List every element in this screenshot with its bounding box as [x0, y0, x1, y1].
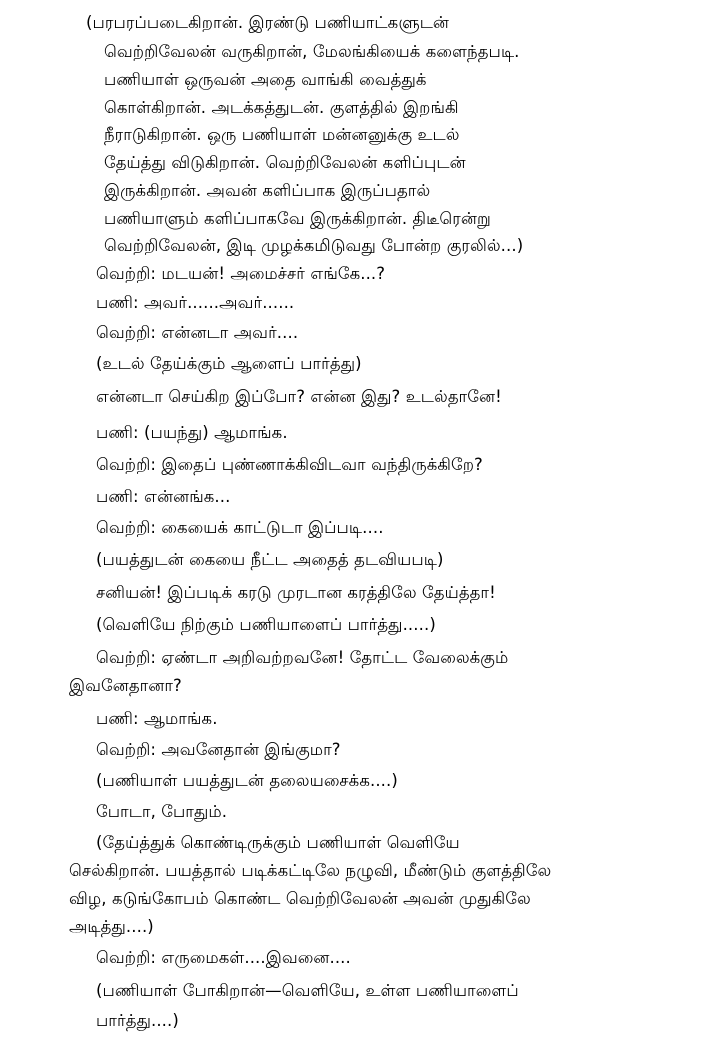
stage-direction-continuation-line: செல்கிறான். பயத்தால் படிக்கட்டிலே நழுவி, மீண்டும் குளத்திலே	[69, 861, 552, 880]
stage-direction-line: (வெளியே நிற்கும் பணியாளைப் பார்த்து.....)	[96, 615, 436, 634]
dialogue-line: என்னடா செய்கிற இப்போ? என்ன இது? உடல்தானே!	[96, 387, 502, 406]
dialogue-line: வெற்றி: அவனேதான் இங்குமா?	[96, 740, 341, 759]
dialogue-line: வெற்றி: மடயன்! அமைச்சர் எங்கே...?	[96, 264, 386, 283]
stage-direction-line: (உடல் தேய்க்கும் ஆளைப் பார்த்து)	[96, 354, 362, 373]
stage-direction-line: (தேய்த்துக் கொண்டிருக்கும் பணியாள் வெளியே	[96, 833, 460, 852]
dialogue-line: வெற்றி: எருமைகள்....இவனை....	[96, 948, 351, 967]
dialogue-line: பணி: என்னங்க...	[96, 487, 231, 506]
dialogue-line: பணி: அவர்......அவர்......	[96, 293, 295, 312]
stage-direction-line-4: கொள்கிறான். அடக்கத்துடன். குளத்தில் இறங்கி	[104, 98, 459, 117]
stage-direction-line-7: இருக்கிறான். அவன் களிப்பாக இருப்பதால்	[104, 181, 431, 200]
stage-direction-line-3: பணியாள் ஒருவன் அதை வாங்கி வைத்துக்	[104, 70, 427, 89]
stage-direction-line-6: தேய்த்து விடுகிறான். வெற்றிவேலன் களிப்புடன்	[104, 153, 466, 172]
dialogue-line: வெற்றி: கையைக் காட்டுடா இப்படி....	[96, 518, 384, 537]
stage-direction-line-2: வெற்றிவேலன் வருகிறான், மேலங்கியைக் களைந்தபடி.	[104, 42, 520, 61]
dialogue-line: போடா, போதும்.	[96, 802, 228, 821]
stage-direction-continuation-line: அடித்து....)	[69, 917, 154, 936]
dialogue-line: வெற்றி: ஏண்டா அறிவற்றவனே! தோட்ட வேலைக்கும்	[96, 648, 509, 667]
dialogue-line: பணி: (பயந்து) ஆமாங்க.	[96, 423, 288, 442]
stage-direction-line-5: நீராடுகிறான். ஒரு பணியாள் மன்னனுக்கு உடல்	[104, 125, 460, 144]
dialogue-line: சனியன்! இப்படிக் கரடு முரடான கரத்திலே தேய்த்தா!	[96, 583, 496, 602]
dialogue-line: வெற்றி: என்னடா அவர்....	[96, 323, 299, 342]
dialogue-line: பணி: ஆமாங்க.	[96, 709, 218, 728]
stage-direction-line-1: (பரபரப்படைகிறான். இரண்டு பணியாட்களுடன்	[86, 13, 450, 32]
dialogue-continuation-line: இவனேதானா?	[69, 676, 182, 695]
stage-direction-line: (பயத்துடன் கையை நீட்ட அதைத் தடவியபடி)	[96, 550, 444, 569]
stage-direction-continuation-line: விழ, கடுங்கோபம் கொண்ட வெற்றிவேலன் அவன் முதுகிலே	[69, 889, 531, 908]
stage-direction-continuation-line: பார்த்து....)	[96, 1011, 179, 1030]
stage-direction-line: (பணியாள் பயத்துடன் தலையசைக்க....)	[96, 771, 398, 790]
dialogue-line: வெற்றி: இதைப் புண்ணாக்கிவிடவா வந்திருக்கிறே?	[96, 455, 483, 474]
stage-direction-line: (பணியாள் போகிறான்—வெளியே, உள்ள பணியாளைப்	[96, 981, 519, 1000]
stage-direction-line-8: பணியாளும் களிப்பாகவே இருக்கிறான். திடீரென்று	[104, 209, 491, 228]
stage-direction-line-9: வெற்றிவேலன், இடி முழக்கமிடுவது போன்ற குரலில்...)	[104, 236, 524, 255]
